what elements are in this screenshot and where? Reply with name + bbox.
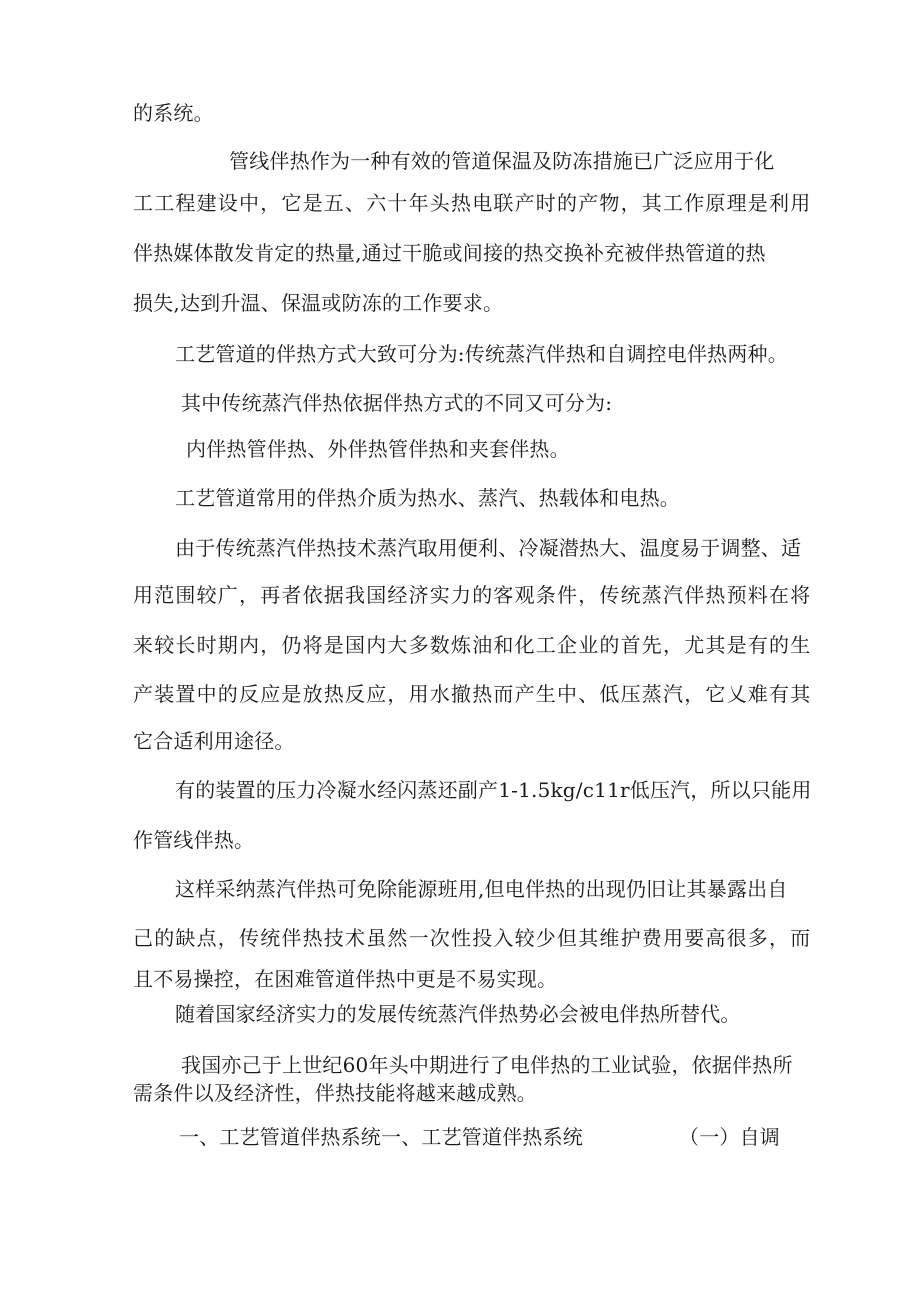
text-line-20: 随着国家经济实力的发展传统蒸汽伴热势必会被电伴热所替代。: [175, 1002, 741, 1026]
text-line-15: 有的装置的压力冷凝水经闪蒸还副产1-1.5kg/c11r低压汽，所以只能用: [175, 778, 812, 802]
section-heading: 一、工艺管道伴热系统一、工艺管道伴热系统: [179, 1125, 583, 1149]
text-line-13: 产装置中的反应是放热反应，用水撤热而产生中、低压蒸汽，它乂难有其: [133, 682, 812, 706]
text-line-16: 作管线伴热。: [133, 828, 255, 852]
text-line-3: 工工程建设中，它是五、六十年头热电联产时的产物，其工作原理是利用: [133, 191, 812, 215]
text-line-17: 这样采纳蒸汽伴热可免除能源班用,但电伴热的出现仍旧让其暴露出自: [175, 877, 788, 901]
text-line-11: 用范围较广，再者依据我国经济实力的客观条件，传统蒸汽伴热预料在将: [133, 583, 812, 607]
text-line-1: 的系统。: [133, 101, 214, 125]
text-line-21: 我国亦己于上世纪60年头中期进行了电伴热的工业试验，依据伴热所: [181, 1053, 793, 1077]
text-line-9: 工艺管道常用的伴热介质为热水、蒸汽、热载体和电热。: [175, 486, 680, 510]
text-line-18: 己的缺点，传统伴热技术虽然一次性投入较少但其维护费用要高很多，而: [133, 926, 812, 950]
text-line-10: 由于传统蒸汽伴热技术蒸汽取用便利、冷凝潜热大、温度易于调整、适: [175, 536, 802, 560]
text-line-6: 工艺管道的伴热方式大致可分为:传统蒸汽伴热和自调控电伴热两种。: [175, 342, 788, 366]
text-line-8: 内伴热管伴热、外伴热管伴热和夹套伴热。: [186, 437, 570, 461]
text-line-22: 需条件以及经济性，伴热技能将越来越成熟。: [133, 1081, 537, 1105]
text-line-4: 伴热媒体散发肯定的热量,通过干脆或间接的热交换补充被伴热管道的热: [133, 241, 766, 265]
text-line-2: 管线伴热作为一种有效的管道保温及防冻措施已广泛应用于化: [229, 149, 775, 173]
text-line-5: 损失,达到升温、保温或防冻的工作要求。: [133, 291, 504, 315]
text-line-12: 来较长时期内，仍将是国内大多数炼油和化工企业的首先，尤其是有的生: [133, 633, 812, 657]
text-line-19: 且不易操控，在困难管道伴热中更是不易实现。: [133, 967, 558, 991]
text-line-14: 它合适利用途径。: [133, 729, 295, 753]
subsection-heading: （一）自调: [679, 1125, 780, 1149]
text-line-7: 其中传统蒸汽伴热依据伴热方式的不同又可分为:: [181, 391, 613, 415]
